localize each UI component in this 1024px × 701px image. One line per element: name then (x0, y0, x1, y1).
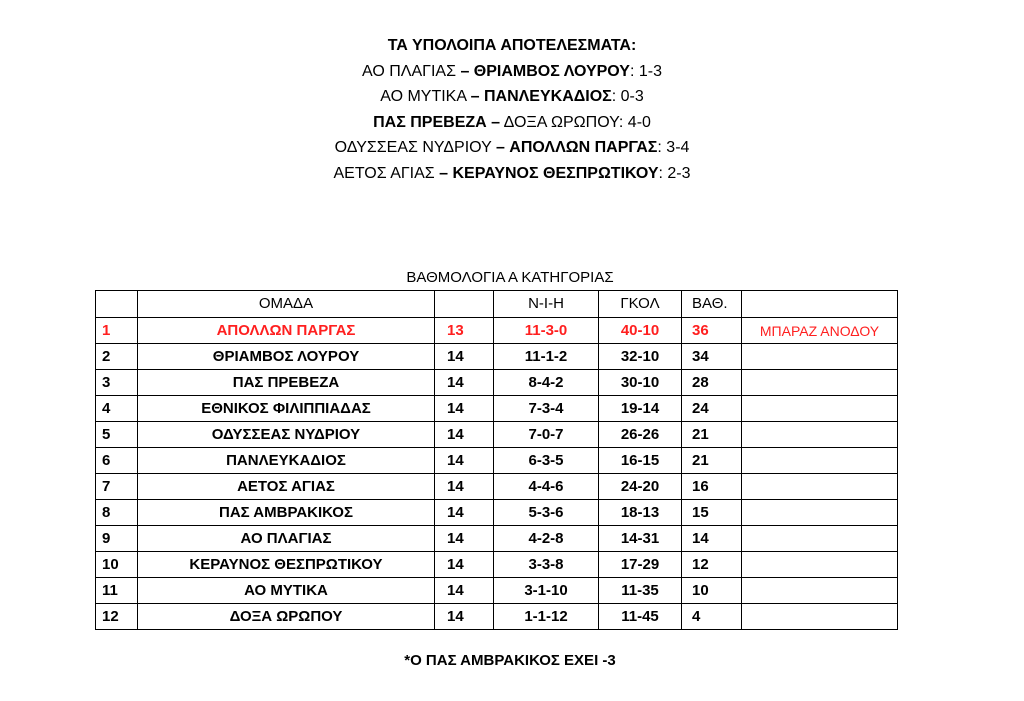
cell-points: 28 (682, 370, 742, 396)
cell-wdl: 11-3-0 (494, 318, 599, 344)
cell-goals: 30-10 (599, 370, 682, 396)
cell-played: 14 (435, 500, 494, 526)
footnote: *Ο ΠΑΣ ΑΜΒΡΑΚΙΚΟΣ ΕΧΕΙ -3 (404, 652, 616, 669)
cell-note (742, 604, 898, 630)
cell-note (742, 526, 898, 552)
cell-wdl: 3-1-10 (494, 578, 599, 604)
cell-goals: 40-10 (599, 318, 682, 344)
cell-team: ΠΑΣ ΠΡΕΒΕΖΑ (138, 370, 435, 396)
cell-note (742, 474, 898, 500)
cell-note (742, 448, 898, 474)
table-row (96, 578, 898, 604)
cell-wdl: 4-4-6 (494, 474, 599, 500)
cell-wdl: 4-2-8 (494, 526, 599, 552)
header-wdl: Ν-Ι-Η (494, 291, 599, 318)
cell-note (742, 552, 898, 578)
cell-wdl: 5-3-6 (494, 500, 599, 526)
standings-title: ΒΑΘΜΟΛΟΓΙΑ Α ΚΑΤΗΓΟΡΙΑΣ (406, 269, 614, 286)
cell-pos: 5 (96, 422, 138, 448)
cell-pos: 11 (96, 578, 138, 604)
cell-goals: 19-14 (599, 396, 682, 422)
cell-played: 13 (435, 318, 494, 344)
match-list (0, 59, 1024, 187)
match-score: 4-0 (627, 113, 651, 131)
cell-goals: 26-26 (599, 422, 682, 448)
cell-wdl: 7-3-4 (494, 396, 599, 422)
match-dash: – (439, 164, 449, 182)
cell-note (742, 344, 898, 370)
cell-points: 16 (682, 474, 742, 500)
cell-played: 14 (435, 552, 494, 578)
cell-pos: 10 (96, 552, 138, 578)
cell-note (742, 500, 898, 526)
match-away-team: ΑΠΟΛΛΩΝ ΠΑΡΓΑΣ (509, 139, 658, 156)
match-away-team: ΔΟΞΑ ΩΡΩΠΟΥ (503, 113, 619, 131)
cell-team: ΑΕΤΟΣ ΑΓΙΑΣ (138, 474, 435, 500)
match-score: 3-4 (666, 139, 690, 156)
results-heading: ΤΑ ΥΠΟΛΟΙΠΑ ΑΠΟΤΕΛΕΣΜΑΤΑ: (387, 37, 637, 54)
table-row (96, 474, 898, 500)
cell-goals: 17-29 (599, 552, 682, 578)
match-home-team: ΑΕΤΟΣ ΑΓΙΑΣ (333, 164, 435, 182)
match-result: ΠΑΣ ΠΡΕΒΕΖΑ – ΔΟΞΑ ΩΡΩΠΟΥ: 4-0 (373, 113, 651, 131)
cell-points: 34 (682, 344, 742, 370)
cell-pos: 6 (96, 448, 138, 474)
cell-pos: 3 (96, 370, 138, 396)
cell-played: 14 (435, 422, 494, 448)
cell-goals: 24-20 (599, 474, 682, 500)
table-row (96, 422, 898, 448)
match-score: 0-3 (620, 88, 644, 105)
match-home-team: ΟΔΥΣΣΕΑΣ ΝΥΔΡΙΟΥ (334, 139, 492, 156)
cell-team: ΑΟ ΠΛΑΓΙΑΣ (138, 526, 435, 552)
cell-played: 14 (435, 474, 494, 500)
cell-team: ΔΟΞΑ ΩΡΩΠΟΥ (138, 604, 435, 630)
match-result: ΑΟ ΜΥΤΙΚΑ – ΠΑΝΛΕΥΚΑΔΙΟΣ: 0-3 (380, 88, 644, 105)
cell-played: 14 (435, 578, 494, 604)
cell-pos: 7 (96, 474, 138, 500)
match-dash: – (460, 62, 470, 80)
cell-points: 21 (682, 422, 742, 448)
match-away-team: ΚΕΡΑΥΝΟΣ ΘΕΣΠΡΩΤΙΚΟΥ (452, 164, 659, 182)
cell-goals: 11-45 (599, 604, 682, 630)
table-row (96, 604, 898, 630)
match-away-team: ΠΑΝΛΕΥΚΑΔΙΟΣ (483, 88, 612, 105)
table-row (96, 396, 898, 422)
cell-note (742, 396, 898, 422)
table-row (96, 318, 898, 344)
cell-played: 14 (435, 604, 494, 630)
cell-points: 15 (682, 500, 742, 526)
match-score: 1-3 (638, 62, 662, 80)
match-home-team: ΠΑΣ ΠΡΕΒΕΖΑ (373, 113, 487, 131)
cell-wdl: 11-1-2 (494, 344, 599, 370)
match-result: ΑΕΤΟΣ ΑΓΙΑΣ – ΚΕΡΑΥΝΟΣ ΘΕΣΠΡΩΤΙΚΟΥ: 2-3 (333, 164, 691, 182)
cell-points: 24 (682, 396, 742, 422)
match-home-team: ΑΟ ΠΛΑΓΙΑΣ (362, 62, 456, 80)
header-goals: ΓΚΟΛ (599, 291, 682, 318)
results-section (0, 33, 1024, 186)
cell-pos: 9 (96, 526, 138, 552)
cell-wdl: 6-3-5 (494, 448, 599, 474)
cell-team: ΑΟ ΜΥΤΙΚΑ (138, 578, 435, 604)
cell-points: 4 (682, 604, 742, 630)
header-points: ΒΑΘ. (682, 291, 742, 318)
cell-played: 14 (435, 448, 494, 474)
header-team: ΟΜΑΔΑ (138, 291, 435, 318)
match-dash: – (491, 113, 501, 131)
header-note (742, 291, 898, 318)
table-row (96, 344, 898, 370)
standings-table (95, 290, 898, 630)
cell-points: 36 (682, 318, 742, 344)
header-pos (96, 291, 138, 318)
cell-played: 14 (435, 370, 494, 396)
cell-goals: 18-13 (599, 500, 682, 526)
table-row (96, 500, 898, 526)
table-row (96, 448, 898, 474)
cell-note (742, 578, 898, 604)
cell-pos: 12 (96, 604, 138, 630)
table-header-row (96, 291, 898, 318)
cell-wdl: 3-3-8 (494, 552, 599, 578)
cell-pos: 8 (96, 500, 138, 526)
cell-points: 14 (682, 526, 742, 552)
cell-points: 12 (682, 552, 742, 578)
cell-note (742, 422, 898, 448)
cell-note: ΜΠΑΡΑΖ ΑΝΟΔΟΥ (742, 318, 898, 344)
cell-goals: 11-35 (599, 578, 682, 604)
cell-team: ΘΡΙΑΜΒΟΣ ΛΟΥΡΟΥ (138, 344, 435, 370)
cell-played: 14 (435, 344, 494, 370)
cell-goals: 16-15 (599, 448, 682, 474)
cell-team: ΠΑΝΛΕΥΚΑΔΙΟΣ (138, 448, 435, 474)
cell-wdl: 7-0-7 (494, 422, 599, 448)
cell-team: ΚΕΡΑΥΝΟΣ ΘΕΣΠΡΩΤΙΚΟΥ (138, 552, 435, 578)
table-row (96, 526, 898, 552)
cell-wdl: 8-4-2 (494, 370, 599, 396)
table-row (96, 552, 898, 578)
cell-wdl: 1-1-12 (494, 604, 599, 630)
header-played (435, 291, 494, 318)
cell-played: 14 (435, 526, 494, 552)
match-result: ΟΔΥΣΣΕΑΣ ΝΥΔΡΙΟΥ – ΑΠΟΛΛΩΝ ΠΑΡΓΑΣ: 3-4 (334, 139, 690, 156)
cell-team: ΕΘΝΙΚΟΣ ΦΙΛΙΠΠΙΑΔΑΣ (138, 396, 435, 422)
cell-team: ΠΑΣ ΑΜΒΡΑΚΙΚΟΣ (138, 500, 435, 526)
match-home-team: ΑΟ ΜΥΤΙΚΑ (380, 88, 467, 105)
cell-pos: 2 (96, 344, 138, 370)
cell-points: 21 (682, 448, 742, 474)
cell-points: 10 (682, 578, 742, 604)
cell-pos: 4 (96, 396, 138, 422)
match-dash: – (470, 88, 480, 105)
match-result: ΑΟ ΠΛΑΓΙΑΣ – ΘΡΙΑΜΒΟΣ ΛΟΥΡΟΥ: 1-3 (362, 62, 662, 80)
cell-team: ΑΠΟΛΛΩΝ ΠΑΡΓΑΣ (138, 318, 435, 344)
cell-pos: 1 (96, 318, 138, 344)
cell-team: ΟΔΥΣΣΕΑΣ ΝΥΔΡΙΟΥ (138, 422, 435, 448)
match-away-team: ΘΡΙΑΜΒΟΣ ΛΟΥΡΟΥ (473, 62, 630, 80)
table-row (96, 370, 898, 396)
match-score: 2-3 (667, 164, 691, 182)
cell-goals: 32-10 (599, 344, 682, 370)
cell-goals: 14-31 (599, 526, 682, 552)
cell-played: 14 (435, 396, 494, 422)
cell-note (742, 370, 898, 396)
match-dash: – (495, 139, 505, 156)
